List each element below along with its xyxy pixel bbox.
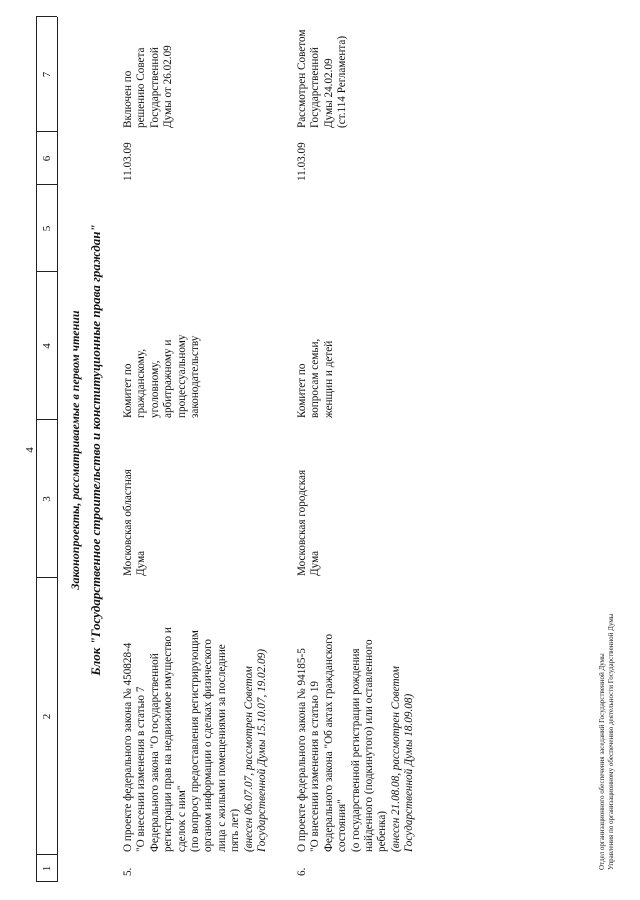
- status: [122, 13, 176, 128]
- bill-title-line: ребенка): [376, 810, 389, 852]
- bill-title-line: найденного (подкинутого) или оставленного: [363, 639, 376, 852]
- committee-line: процессуальному: [175, 334, 188, 418]
- date: 11.03.09: [296, 142, 308, 181]
- footer-department: [598, 614, 616, 870]
- footer-line: Отдел организационного обеспечения заседаний Государственной Думы: [598, 653, 606, 870]
- column-number: 3: [41, 496, 53, 502]
- committee-line: арбитражному и: [162, 339, 175, 418]
- bill-description: [296, 576, 417, 852]
- bill-note-line: Государственной Думы 15.10.07, 19.02.09): [256, 649, 269, 852]
- status-line: Государственной: [148, 47, 161, 128]
- bill-title-line: Федерального закона "Об актах гражданского: [322, 633, 335, 852]
- committee-line: вопросам семьи,: [309, 338, 322, 418]
- bill-title-line: пять лет): [229, 808, 242, 852]
- section-title: Законопроекты, рассматриваемые в первом чтении: [68, 310, 82, 590]
- committee-line: Комитет по: [122, 363, 134, 418]
- table-top-border: [36, 17, 37, 882]
- bill-title-line: (по вопросу предоставления регистрирующим: [189, 630, 202, 852]
- committee-line: гражданскому,: [135, 348, 148, 418]
- bill-title-line: органом информации о сделках физического: [202, 638, 215, 852]
- status-line: решению Совета: [135, 47, 148, 128]
- status-line: Государственной: [309, 47, 322, 128]
- column-number: 4: [41, 343, 53, 349]
- bill-title-line: регистрации прав на недвижимое имущество и: [162, 627, 175, 852]
- bill-title-line: лица с жилыми помещениями за последние: [215, 644, 228, 852]
- initiator: [122, 420, 149, 576]
- date: 11.03.09: [122, 142, 134, 181]
- row-number: 6.: [296, 867, 308, 876]
- column-number: 7: [41, 71, 53, 78]
- column-number: 5: [41, 225, 53, 232]
- status-line: (ст.114 Регламента): [336, 35, 349, 128]
- bill-title-line: "О внесении изменения в статью 7: [135, 686, 148, 852]
- bill-title-line: состояния": [336, 799, 349, 852]
- page-number: 4: [24, 447, 36, 453]
- responsible-committee: [122, 272, 202, 418]
- bill-title-line: сделок с ним": [175, 785, 188, 852]
- initiator-line: Дума: [309, 550, 322, 576]
- initiator-line: Московская областная: [122, 469, 134, 576]
- bill-title-line: (о государственной регистрации рождения: [349, 648, 362, 852]
- responsible-committee: [296, 272, 336, 418]
- status-line: Рассмотрен Советом: [296, 29, 308, 128]
- bill-title-line: Федерального закона "О государственной: [148, 653, 161, 852]
- initiator: [296, 420, 323, 576]
- bill-note-line: (внесен 06.07.07, рассмотрен Советом: [242, 666, 255, 852]
- status: [296, 13, 350, 128]
- bill-note-line: Государственной Думы 18.09.08): [403, 693, 416, 852]
- status-line: Думы 24.02.09: [322, 58, 335, 128]
- bill-title-line: О проекте федерального закона № 450828-4: [122, 642, 134, 852]
- committee-line: уголовному,: [148, 360, 161, 418]
- initiator-line: Московская городская: [296, 469, 308, 576]
- committee-line: женщин и детей: [322, 340, 335, 418]
- block-title: Блок "Государственное строительство и конституционные права граждан": [88, 224, 103, 676]
- committee-line: законодательству: [189, 335, 202, 418]
- footer-line: Управления по организационному обеспечению деятельности Государственной Думы: [607, 613, 615, 870]
- column-number: 6: [41, 155, 53, 162]
- row-number: 5.: [122, 867, 134, 876]
- status-line: Включен по: [122, 70, 134, 128]
- bill-title-line: О проекте федерального закона № 94185-5: [296, 648, 308, 852]
- status-line: Думы от 26.02.09: [162, 45, 175, 128]
- bill-description: [122, 576, 269, 852]
- bill-title-line: "О внесении изменения в статью 19: [309, 680, 322, 852]
- committee-line: Комитет по: [296, 363, 308, 418]
- table-header-bottom-border: [57, 17, 58, 882]
- initiator-line: Дума: [135, 550, 148, 576]
- column-number: 1: [41, 865, 53, 872]
- bill-note-line: (внесен 21.08.08, рассмотрен Советом: [389, 666, 402, 852]
- column-number: 2: [41, 713, 53, 720]
